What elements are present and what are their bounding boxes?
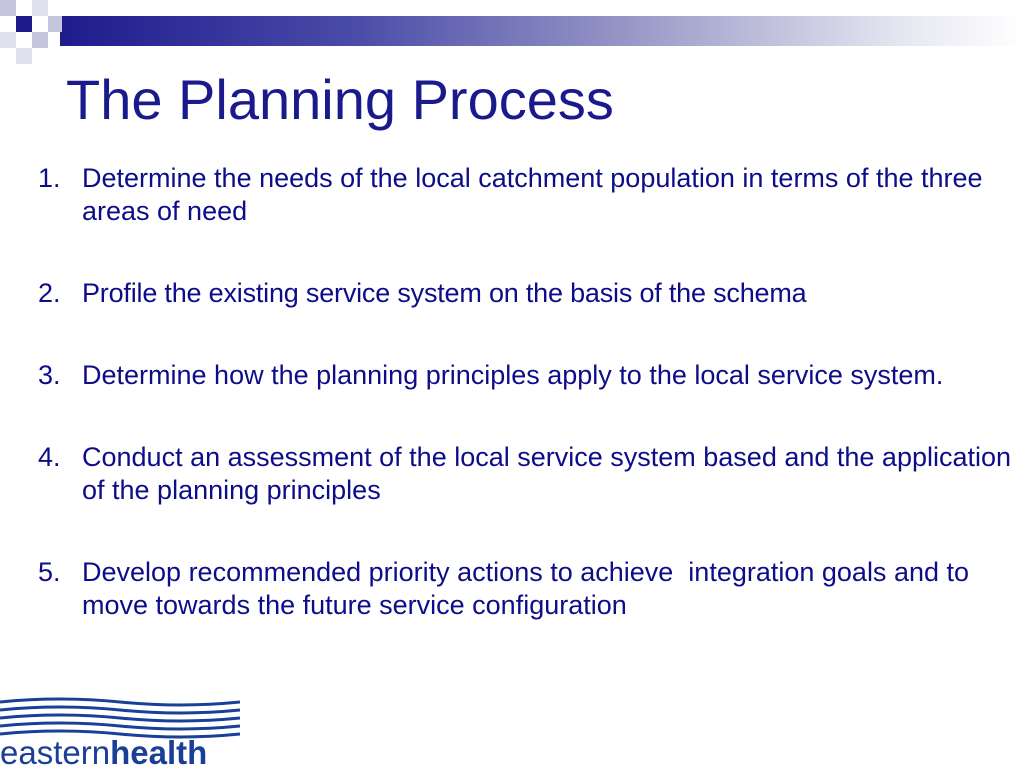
planning-steps-list bbox=[38, 162, 1022, 622]
list-item bbox=[38, 162, 1022, 228]
item-number: 5. bbox=[38, 557, 61, 587]
item-number: 3. bbox=[38, 360, 61, 390]
item-text: Determine the needs of the local catchment population in terms of the three areas of need bbox=[82, 163, 991, 226]
list-item bbox=[38, 556, 1022, 622]
item-number: 2. bbox=[38, 278, 61, 308]
item-text: Profile the existing service system on the basis of the schema bbox=[82, 278, 807, 308]
list-item bbox=[38, 277, 1022, 310]
slide-title: The Planning Process bbox=[66, 68, 614, 131]
item-number: 4. bbox=[38, 442, 61, 472]
logo-text-bold: health bbox=[110, 734, 208, 771]
list-item bbox=[38, 359, 1022, 392]
item-text: Conduct an assessment of the local service system based and the application of the planning principles bbox=[82, 442, 1019, 505]
item-text: Develop recommended priority actions to achieve integration goals and to move towards the future service configuration bbox=[82, 557, 977, 620]
header-gradient-bar bbox=[60, 16, 1024, 46]
list-item bbox=[38, 441, 1022, 507]
logo-text-light: eastern bbox=[0, 734, 111, 771]
item-text: Determine how the planning principles apply to the local service system. bbox=[82, 360, 944, 390]
logo-wordmark bbox=[0, 734, 208, 771]
item-number: 1. bbox=[38, 163, 61, 193]
corner-squares-decoration bbox=[0, 0, 80, 64]
